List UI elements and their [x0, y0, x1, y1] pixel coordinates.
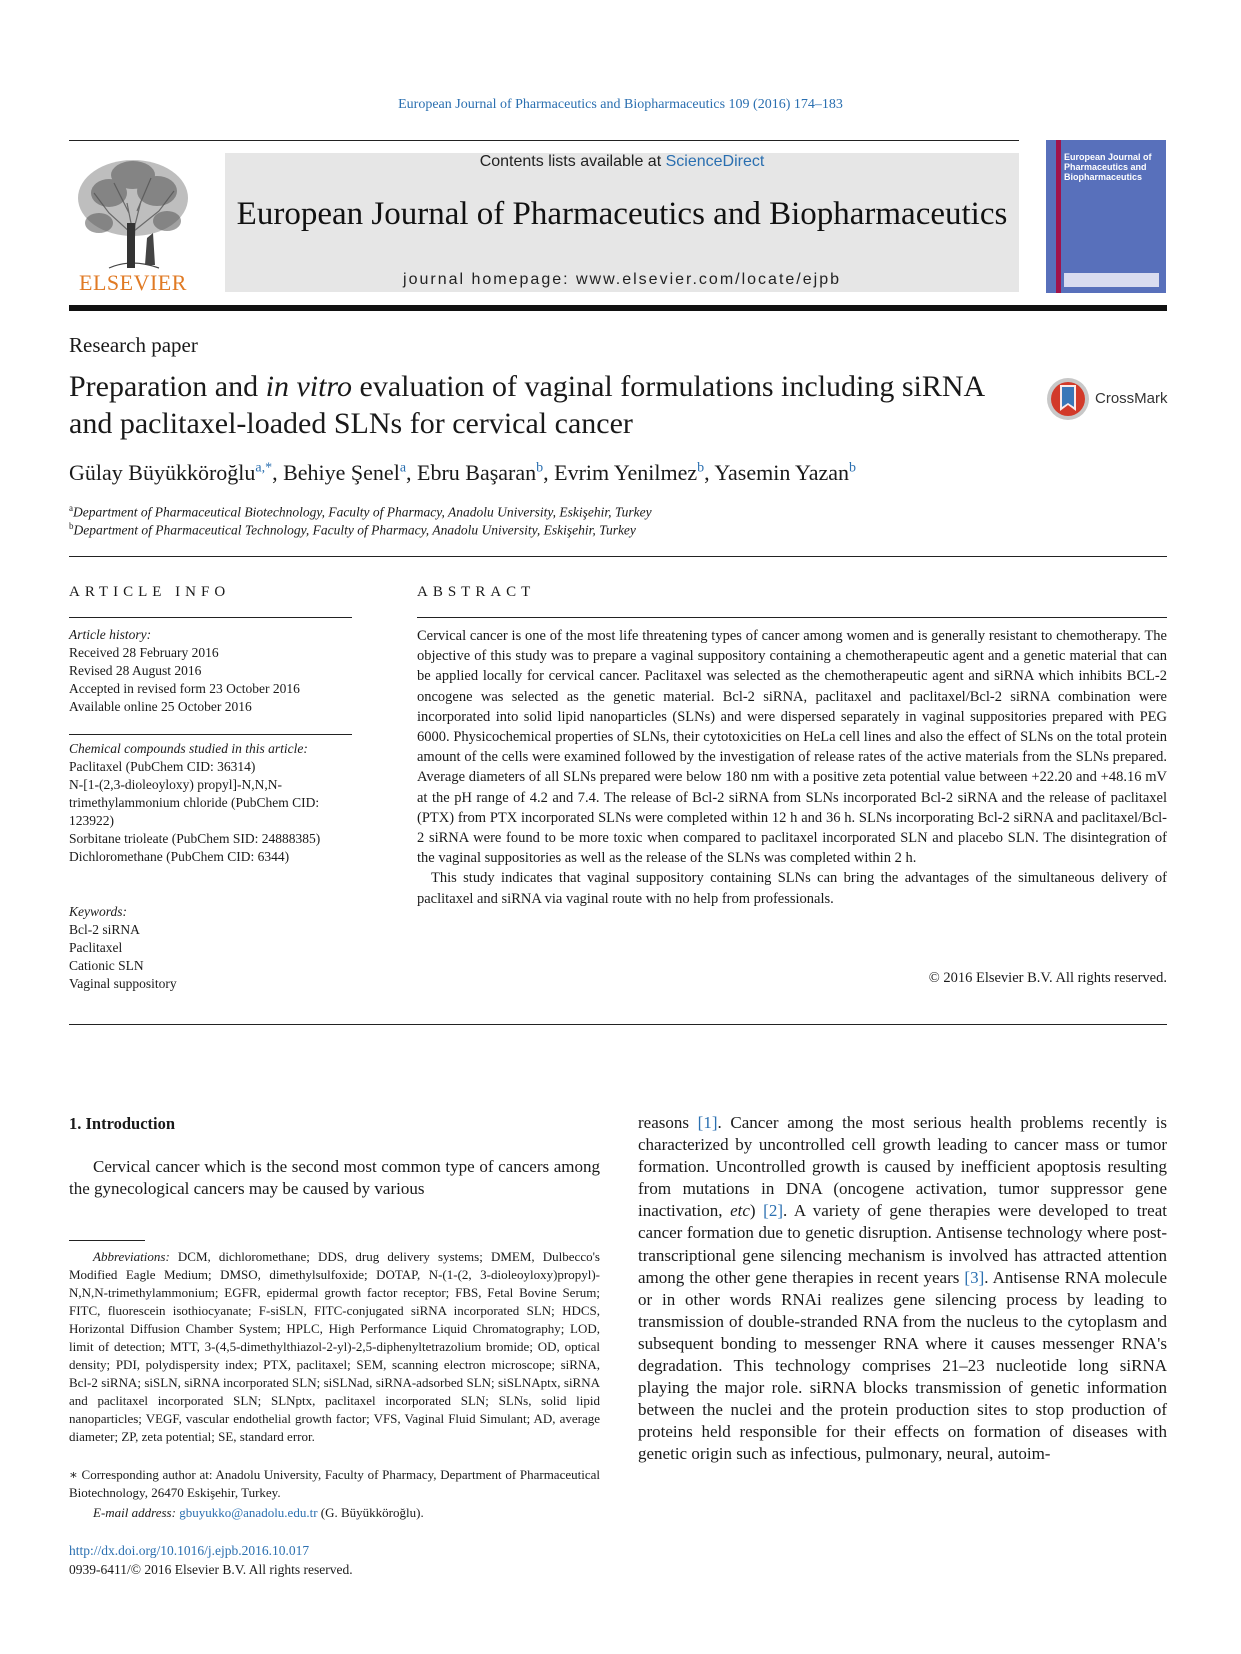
author-name[interactable]: Gülay Büyükköroğlu [69, 460, 256, 485]
sciencedirect-link[interactable]: ScienceDirect [665, 153, 765, 170]
contents-line [225, 153, 1019, 171]
contents-prefix: Contents lists available at [479, 153, 662, 170]
body-text: ) [749, 1201, 764, 1221]
author-affil-sup[interactable]: b [697, 460, 705, 476]
reference-link[interactable]: [2] [763, 1201, 783, 1221]
abstract-rule [417, 617, 1167, 618]
article-info-heading: ARTICLE INFO [69, 584, 231, 600]
abstract-body [417, 626, 1167, 909]
keyword: Cationic SLN [69, 958, 144, 973]
history-label: Article history: [69, 627, 152, 642]
section-rule [69, 556, 1167, 557]
body-text: . Cancer among the most serious health problems recently is characterized by uncontrolled cell growth leading to cancer mass or tumor formation. Uncontrolled growth is caused by inefficient apoptosis resulting from mutations in DNA (oncogene activation, tumor suppressor gene inactivation, [638, 1113, 1167, 1221]
article-info-rule [69, 617, 352, 618]
body-text: . A variety of gene therapies were developed to treat cancer formation due to genetic disruption. Antisense technology where post-transcriptional gene silencing mechanism is involved has attracted attention among the other gene therapies in recent years [638, 1201, 1167, 1287]
abstract-heading: ABSTRACT [417, 584, 536, 600]
author-name[interactable]: Ebru Başaran [417, 460, 537, 485]
crossmark-label[interactable]: CrossMark [1095, 390, 1168, 407]
author-affil-sup[interactable]: a [399, 460, 407, 476]
author-affil-sup[interactable]: a,* [255, 460, 273, 476]
abstract-paragraph: Cervical cancer is one of the most life threatening types of cancer among women and is generally resistant to chemotherapy. The objective of this study was to prepare a vaginal suppository containing a chemotherapeutic agent and a genetic material that can be applied locally for cervical cancer. Paclitaxel was selected as the chemotherapeutic agent and siRNA which inhibits BCL-2 oncogene was selected as the genetic material. Bcl-2 siRNA, paclitaxel and paclitaxel/Bcl-2 siRNA combination were incorporated into solid lipid nanoparticles (SLNs) and were dispersed separately in vaginal suppositories prepared with PEG 6000. Physicochemical properties of SLNs, their cytotoxicities on HeLa cell lines and also the effect of SLNs on the total protein amount of the cells were examined followed by the investigation of release rates of the active materials from the SLNs prepared. Average diameters of all SLNs prepared were below 180 nm with a positive zeta potential value between +22.20 and +48.16 mV at the pH range of 4.2 and 7.4. The release of Bcl-2 siRNA from SLNs incorporated Bcl-2 siRNA and the release of paclitaxel (PTX) from PTX incorporated SLNs were completed within 12 h and 36 h. SLNs incorporating Bcl-2 siRNA and paclitaxel/Bcl-2 siRNA were found to be more toxic when compared to paclitaxel incorporated SLN and placebo SLN. The disintegration of the vaginal suppositories as well as the release of the SLNs was completed within 2 h. [417, 628, 1167, 867]
email-label: E-mail address: [93, 1505, 176, 1520]
article-history [69, 626, 352, 716]
journal-homepage[interactable]: journal homepage: www.elsevier.com/locate/ejpb [403, 271, 841, 288]
author-name[interactable]: Yasemin Yazan [714, 460, 850, 485]
email-link[interactable]: gbuyukko@anadolu.edu.tr [179, 1505, 318, 1520]
keywords-label: Keywords: [69, 904, 127, 919]
footnote-rule [69, 1240, 145, 1241]
reference-link[interactable]: [3] [964, 1267, 985, 1287]
section-heading-introduction: 1. Introduction [69, 1114, 176, 1133]
author-name[interactable]: Behiye Şenel [283, 460, 400, 485]
abstract-copyright: © 2016 Elsevier B.V. All rights reserved. [928, 970, 1167, 986]
elsevier-wordmark: ELSEVIER [79, 270, 187, 295]
corresponding-author-note: ∗ Corresponding author at: Anadolu University, Faculty of Pharmacy, Department of Pharmaceutical Biotechnology, 26470 Eskişehir, Turkey. [69, 1467, 600, 1500]
author-name[interactable]: Evrim Yenilmez [554, 460, 698, 485]
issn-line: 0939-6411/© 2016 Elsevier B.V. All rights reserved. [69, 1562, 353, 1577]
compounds-label: Chemical compounds studied in this article: [69, 741, 308, 756]
email-suffix: (G. Büyükköroğlu). [317, 1505, 424, 1520]
journal-title: European Journal of Pharmaceutics and Biopharmaceutics [236, 196, 1008, 232]
affiliation-text: Department of Pharmaceutical Technology, Faculty of Pharmacy, Anadolu University, Eskişehir, Turkey [73, 522, 636, 538]
author-affil-sup[interactable]: b [849, 460, 857, 476]
keywords [69, 903, 352, 993]
cover-title: European Journal of Pharmaceutics and Biopharmaceutics [1064, 152, 1152, 182]
abstract-paragraph: This study indicates that vaginal suppository containing SLNs can bring the advantages of the simultaneous delivery of paclitaxel and siRNA via vaginal route with no help from professionals. [417, 870, 1167, 907]
compounds-list: Paclitaxel (PubChem CID: 36314) N-[1-(2,3-dioleoyloxy) propyl]-N,N,N-trimethylammonium chloride (PubChem CID: 123922) Sorbitane trioleate (PubChem SID: 24888385) Dichloromethane (PubChem CID: 6344) [69, 759, 321, 864]
cover-footer [1064, 273, 1159, 287]
affiliation-sup: b [69, 521, 74, 531]
title-part-2: evaluation of vaginal formulations including siRNA and paclitaxel-loaded SLNs for cervical cancer [69, 370, 984, 440]
abbrev-label: Abbreviations: [93, 1249, 170, 1264]
header-thick-rule [69, 305, 1167, 311]
history-item: Revised 28 August 2016 [69, 663, 202, 678]
author-list: Gülay Büyükköroğlu$^{a,*}$, Behiye Şenel$^a$, Ebru Başaran$^b$, Evrim Yenilmez$^b$, Yasemin Yazan$^b$ [69, 460, 857, 485]
author-affil-sup[interactable]: b [536, 460, 544, 476]
title-part-1: Preparation and [69, 370, 266, 403]
article-title [69, 368, 1029, 442]
affiliation-a [69, 503, 652, 521]
history-item: Available online 25 October 2016 [69, 699, 252, 714]
reference-link[interactable]: [1] [697, 1113, 718, 1132]
header-rule [69, 140, 1019, 141]
body-text-italic: etc [730, 1201, 750, 1221]
journal-cover-image [1046, 140, 1166, 293]
history-item: Accepted in revised form 23 October 2016 [69, 681, 300, 696]
abstract-bottom-rule [69, 1024, 1167, 1025]
doi-link[interactable]: http://dx.doi.org/10.1016/j.ejpb.2016.10.017 [69, 1543, 310, 1558]
cover-band [1056, 140, 1061, 293]
body-text: . Antisense RNA molecule or in other words RNAi realizes gene silencing process by leading to transmission of double-stranded RNA from the nucleus to the cytoplasm and subsequent bonding to messenger RNA where it causes messenger RNA's degradation. This technology comprises 21–23 nucleotide long siRNA playing the major role. siRNA blocks transmission of genetic information between the nuclei and the protein production sites to stop production of proteins held responsible for their effects on formation of diseases with genetic origin such as infectious, pulmonary, neural, autoim- [638, 1267, 1167, 1464]
affiliation-b [69, 521, 636, 539]
compounds-rule [69, 734, 352, 735]
paper-type: Research paper [69, 333, 198, 357]
chemical-compounds [69, 740, 352, 866]
journal-citation[interactable]: European Journal of Pharmaceutics and Biopharmaceutics 109 (2016) 174–183 [398, 97, 843, 112]
intro-left-text: Cervical cancer which is the second most common type of cancers among the gynecological cancers may be caused by various [69, 1157, 600, 1198]
affiliation-sup: a [69, 503, 73, 513]
abbrev-text: DCM, dichloromethane; DDS, drug delivery systems; DMEM, Dulbecco's Modified Eagle Medium; DMSO, dimethylsulfoxide; DOTAP, N-(1-(2, 3-dioleoyloxy)propyl)-N,N,N-trimethylammonium; EGFR, epidermal growth factor receptor; FBS, Fetal Bovine Serum; FITC, fluorescein isothiocyanate; F-siSLN, FITC-conjugated siRNA incorporated SLN; HDCS, Horizontal Diffusion Chamber System; HPLC, High Performance Liquid Chromatography; LOD, limit of detection; MTT, 3-(4,5-dimethylthiazol-2-yl)-2,5-diphenyltetrazolium bromide; OD, optical density; PDI, polydispersity index; PTX, paclitaxel; SEM, scanning electron microscope; siRNA, Bcl-2 siRNA; siSLN, siRNA incorporated SLN; siSLNad, siRNA-adsorbed SLN; siSLNAptx, siRNA and paclitaxel incorporated SLN; SLNptx, paclitaxel incorporated SLN; SLNs, solid lipid nanoparticles; VEGF, vascular endothelial growth factor; VFS, Vaginal Fluid Simulant; AD, average diameter; ZP, zeta potential; SE, standard error. [69, 1249, 600, 1444]
body-text: reasons [638, 1113, 698, 1132]
crossmark-icon[interactable] [1046, 377, 1090, 421]
keyword: Bcl-2 siRNA [69, 922, 140, 937]
keyword: Paclitaxel [69, 940, 123, 955]
abbreviations-footnote [69, 1248, 600, 1446]
affiliation-text: Department of Pharmaceutical Biotechnology, Faculty of Pharmacy, Anadolu University, Eskişehir, Turkey [73, 504, 652, 520]
title-italic: in vitro [265, 370, 352, 403]
intro-right-text [638, 1112, 1167, 1466]
history-item: Received 28 February 2016 [69, 645, 219, 660]
email-line [93, 1505, 424, 1521]
keyword: Vaginal suppository [69, 976, 177, 991]
